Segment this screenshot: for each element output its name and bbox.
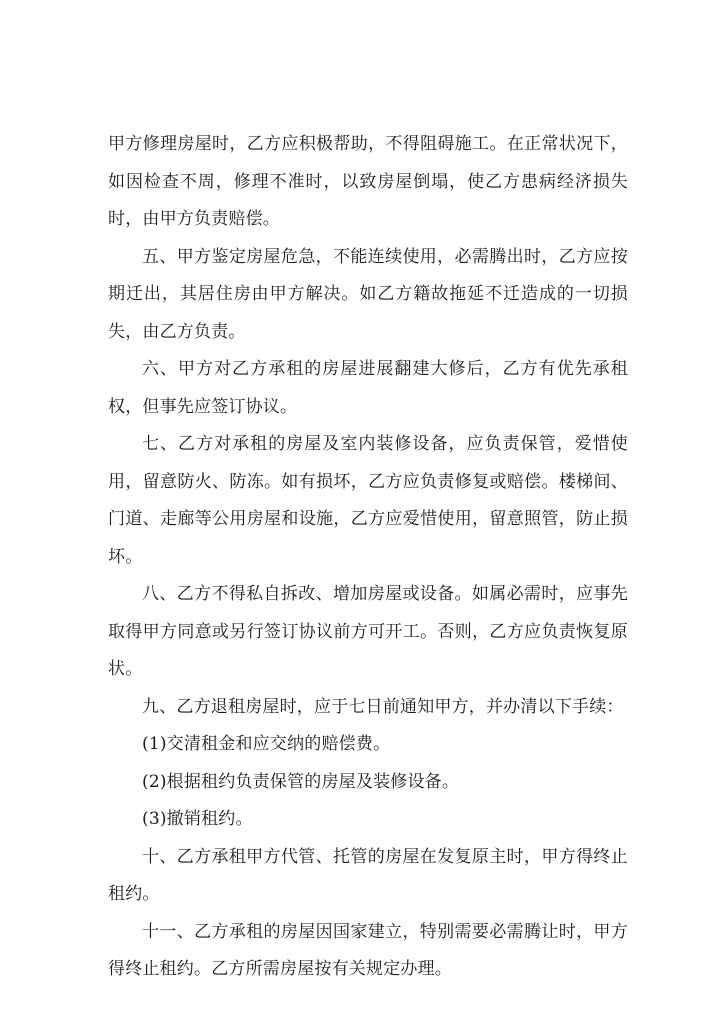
document-body	[108, 126, 628, 989]
paragraph-clause-10: 十、乙方承租甲方代管、托管的房屋在发复原主时，甲方得终止租约。	[108, 846, 628, 904]
paragraph-clause-8: 八、乙方不得私自拆改、增加房屋或设备。如属必需时，应事先取得甲方同意或另行签订协议前方可开工。否则，乙方应负责恢复原状。	[108, 584, 628, 679]
paragraph-clause-9-item-1: (1)交清租金和应交纳的赔偿费。	[142, 734, 391, 754]
paragraph-clause-6: 六、甲方对乙方承租的房屋进展翻建大修后，乙方有优先承租权，但事先应签订协议。	[108, 359, 628, 417]
paragraph-clause-9: 九、乙方退租房屋时，应于七日前通知甲方，并办清以下手续：	[142, 696, 624, 717]
paragraph-repair-duty: 甲方修理房屋时，乙方应积极帮助，不得阻碍施工。在正常状况下，如因检查不周，修理不准时，以致房屋倒塌，使乙方患病经济损失时，由甲方负责赔偿。	[108, 134, 628, 229]
paragraph-clause-5: 五、甲方鉴定房屋危急，不能连续使用，必需腾出时，乙方应按期迁出，其居住房由甲方解决。如乙方籍故拖延不迁造成的一切损失，由乙方负责。	[108, 246, 628, 342]
paragraph-clause-9-item-2: (2)根据租约负责保管的房屋及装修设备。	[142, 771, 460, 792]
paragraph-clause-9-item-3: (3)撤销租约。	[142, 809, 253, 829]
paragraph-clause-7: 七、乙方对承租的房屋及室内装修设备，应负责保管，爱惜使用，留意防火、防冻。如有损坏，乙方应负责修复或赔偿。楼梯间、门道、走廊等公用房屋和设施，乙方应爱惜使用，留意照管，防止损坏。	[108, 434, 628, 567]
paragraph-clause-11: 十一、乙方承租的房屋因国家建立，特别需要必需腾让时，甲方得终止租约。乙方所需房屋按有关规定办理。	[108, 921, 628, 979]
